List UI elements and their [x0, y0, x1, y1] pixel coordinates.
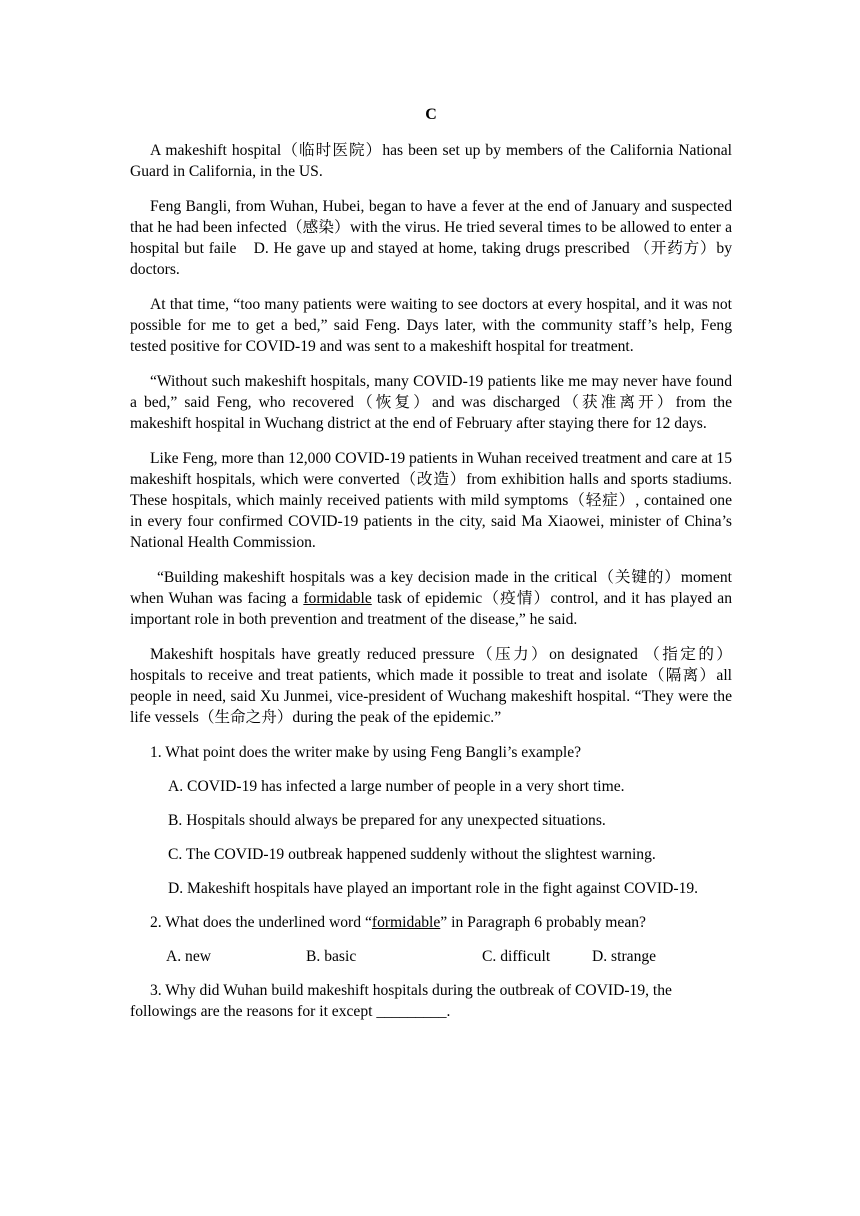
question-2-option-b: B. basic: [306, 948, 357, 965]
paragraph-3: At that time, “too many patients were waiting to see doctors at every hospital, and it was not possible for me to get a bed,” said Feng. Days later, with the community staff’s help, Feng tested positive for COVID-19 and was sent to a makeshift hospital for treatment.: [130, 296, 732, 355]
question-1-option-c: C. The COVID-19 outbreak happened suddenly without the slightest warning.: [168, 846, 656, 863]
paragraph-6-text-after: task of epidemic（疫情）control, and it has played an important role in both prevention and treatment of the disease,” he said.: [130, 590, 732, 628]
paragraph-6-text-before: “Building makeshift hospitals was a key decision made in the critical（关键的）moment when Wuhan was facing a: [130, 569, 732, 607]
passage-title: C: [425, 106, 437, 123]
document-page: [130, 104, 732, 1035]
paragraph-7: Makeshift hospitals have greatly reduced pressure（压力）on designated （指定的）hospitals to receive and treat patients, which made it possible to treat and isolate（隔离）all people in need, said Xu Junmei, vice-president of Wuchang makeshift hospital. “They were the life vessels（生命之舟）during the peak of the epidemic.”: [130, 646, 732, 726]
paragraph-5: Like Feng, more than 12,000 COVID-19 patients in Wuhan received treatment and care at 15 makeshift hospitals, which were converted（改造）from exhibition halls and sports stadiums. These hospitals, which mainly received patients with mild symptoms（轻症）, contained one in every four confirmed COVID-19 patients in the city, said Ma Xiaowei, minister of China’s National Health Commission.: [130, 450, 732, 551]
question-1-option-b: B. Hospitals should always be prepared for any unexpected situations.: [168, 812, 606, 829]
question-1-option-d: D. Makeshift hospitals have played an important role in the fight against COVID-19.: [168, 880, 699, 897]
question-3-stem: 3. Why did Wuhan build makeshift hospitals during the outbreak of COVID-19, the followings are the reasons for it except _________.: [130, 982, 672, 1020]
underlined-word: formidable: [303, 590, 372, 607]
question-2-stem: [130, 912, 732, 933]
question-2-stem-before: 2. What does the underlined word “: [150, 914, 372, 931]
question-1-option-a: A. COVID-19 has infected a large number of people in a very short time.: [168, 778, 625, 795]
question-2-option-c: C. difficult: [482, 948, 551, 965]
question-2-options: [130, 946, 732, 967]
question-2-underlined-word: formidable: [371, 914, 441, 931]
paragraph-1: A makeshift hospital（临时医院）has been set up by members of the California National Guard in California, in the US.: [130, 142, 732, 180]
question-1-stem: 1. What point does the writer make by using Feng Bangli’s example?: [150, 744, 582, 761]
question-2-option-d: D. strange: [592, 948, 657, 965]
question-2-stem-after: ” in Paragraph 6 probably mean?: [440, 914, 646, 931]
question-2-option-a: A. new: [166, 948, 212, 965]
paragraph-4: “Without such makeshift hospitals, many COVID-19 patients like me may never have found a bed,” said Feng, who recovered（恢复）and was discharged（获准离开）from the makeshift hospital in Wuchang district at the end of February after staying there for 12 days.: [130, 373, 732, 432]
paragraph-6: [130, 567, 732, 630]
paragraph-2: Feng Bangli, from Wuhan, Hubei, began to have a fever at the end of January and suspected that he had been infected（感染）with the virus. He tried several times to be allowed to enter a hospital but faile D. He gave up and stayed at home, taking drugs prescribed （开药方）by doctors.: [130, 198, 732, 278]
